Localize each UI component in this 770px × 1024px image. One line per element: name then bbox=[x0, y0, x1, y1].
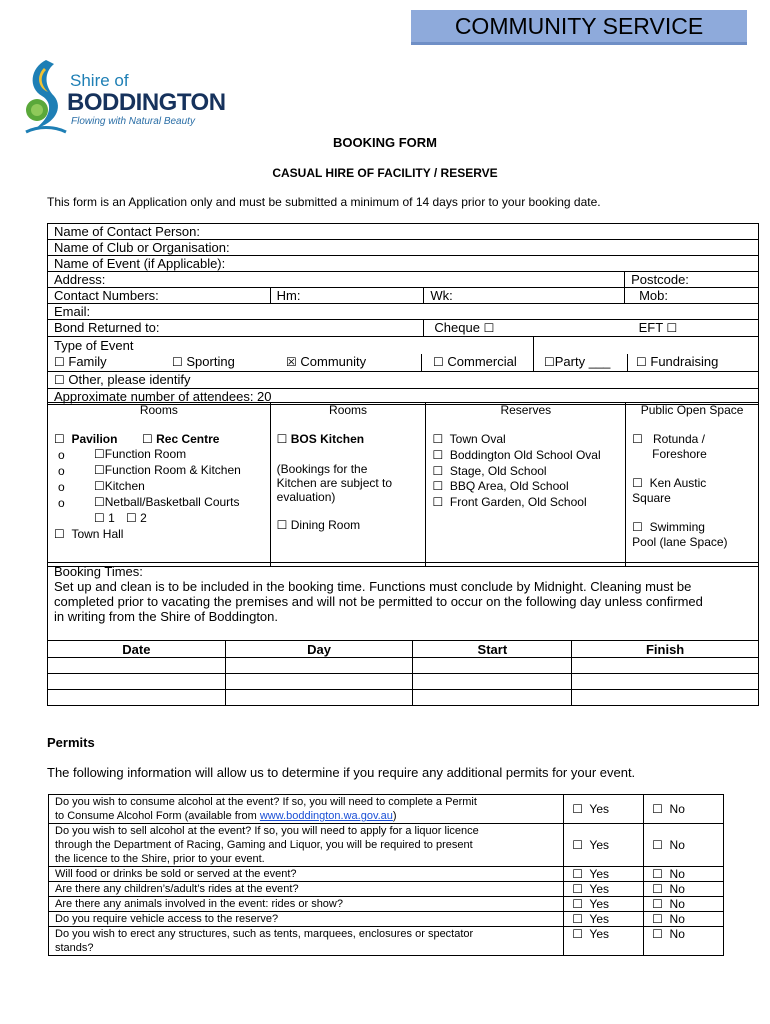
address-field[interactable]: Address: bbox=[48, 272, 625, 288]
yes-checkbox[interactable]: ☐ Yes bbox=[564, 795, 644, 824]
other-checkbox[interactable]: ☐ Other, please identify bbox=[48, 372, 759, 389]
no-checkbox[interactable]: ☐ No bbox=[644, 867, 724, 882]
department-banner: COMMUNITY SERVICE bbox=[411, 10, 747, 44]
reserve-town-oval[interactable]: ☐ Town Oval bbox=[432, 432, 506, 446]
yes-checkbox[interactable]: ☐ Yes bbox=[564, 912, 644, 927]
reserve-old-school-oval[interactable]: ☐ Boddington Old School Oval bbox=[432, 448, 601, 462]
eft-checkbox[interactable]: EFT ☐ bbox=[638, 320, 678, 335]
community-checkbox[interactable]: ☒ Community bbox=[286, 354, 367, 369]
table-row bbox=[48, 658, 759, 674]
no-checkbox[interactable]: ☐ No bbox=[644, 927, 724, 956]
times-header-day: Day bbox=[225, 641, 413, 658]
booking-times-table bbox=[47, 640, 759, 706]
reserve-stage[interactable]: ☐ Stage, Old School bbox=[432, 464, 547, 478]
times-header-date: Date bbox=[48, 641, 226, 658]
home-phone-field[interactable]: Hm: bbox=[270, 288, 424, 304]
pavilion-checkbox[interactable]: ☐ Pavilion bbox=[54, 432, 118, 446]
function-room-checkbox[interactable]: ☐Function Room bbox=[94, 447, 187, 461]
day-cell[interactable] bbox=[225, 658, 413, 674]
no-checkbox[interactable]: ☐ No bbox=[644, 882, 724, 897]
times-header-finish: Finish bbox=[572, 641, 759, 658]
finish-cell[interactable] bbox=[572, 690, 759, 706]
no-checkbox[interactable]: ☐ No bbox=[644, 912, 724, 927]
town-hall-checkbox[interactable]: ☐ Town Hall bbox=[54, 527, 124, 541]
booking-times-heading: Booking Times: bbox=[54, 564, 143, 579]
swimming-pool-checkbox[interactable]: ☐ Swimming bbox=[632, 520, 705, 534]
permits-table bbox=[48, 794, 724, 956]
yes-checkbox[interactable]: ☐ Yes bbox=[564, 824, 644, 867]
rooms-column-1: ☐ Pavilion ☐ Rec Centre o ☐Function Room o ☐Function Room & Kitchen o ☐Kitchen o ☐Netball/Basketball Courts ☐ 1 ☐ 2 ☐ Town Hall bbox=[48, 418, 271, 567]
netball-checkbox[interactable]: ☐Netball/Basketball Courts bbox=[94, 495, 240, 509]
permit-question: Do you wish to consume alcohol at the event? If so, you will need to complete a Permit to Consume Alcohol Form (available from www.boddington.wa.gov.au) bbox=[49, 795, 564, 824]
day-cell[interactable] bbox=[225, 674, 413, 690]
date-cell[interactable] bbox=[48, 674, 226, 690]
booking-times-text-2: completed prior to vacating the premises and will not be permitted to occur on the following day unless confirmed bbox=[54, 594, 703, 609]
no-checkbox[interactable]: ☐ No bbox=[644, 795, 724, 824]
rec-centre-checkbox[interactable]: ☐ Rec Centre bbox=[142, 432, 220, 446]
date-cell[interactable] bbox=[48, 690, 226, 706]
table-row bbox=[48, 690, 759, 706]
reserve-front-garden[interactable]: ☐ Front Garden, Old School bbox=[432, 495, 587, 509]
attendees-field[interactable]: Approximate number of attendees: 20 bbox=[48, 389, 759, 405]
function-kitchen-checkbox[interactable]: ☐Function Room & Kitchen bbox=[94, 463, 241, 477]
yes-checkbox[interactable]: ☐ Yes bbox=[564, 927, 644, 956]
bond-returned-label: Bond Returned to: bbox=[48, 320, 424, 337]
family-checkbox[interactable]: ☐ Family bbox=[54, 354, 107, 369]
booking-times-text-1: Set up and clean is to be included in the booking time. Functions must conclude by Midnight. Cleaning must be bbox=[54, 579, 692, 594]
court-2-checkbox[interactable]: ☐ 2 bbox=[126, 511, 147, 525]
permit-question: Do you wish to erect any structures, such as tents, marquees, enclosures or spectator stands? bbox=[49, 927, 564, 956]
club-field[interactable]: Name of Club or Organisation: bbox=[48, 240, 759, 256]
work-phone-field[interactable]: Wk: bbox=[424, 288, 625, 304]
rooms-column-2: ☐ BOS Kitchen (Bookings for the Kitchen are subject to evaluation) ☐ Dining Room bbox=[270, 418, 426, 567]
kitchen-checkbox[interactable]: ☐Kitchen bbox=[94, 479, 145, 493]
event-name-field[interactable]: Name of Event (if Applicable): bbox=[48, 256, 759, 272]
logo-emblem-icon bbox=[24, 58, 68, 136]
permits-heading: Permits bbox=[47, 735, 95, 750]
form-title: BOOKING FORM bbox=[333, 135, 437, 150]
form-subtitle: CASUAL HIRE OF FACILITY / RESERVE bbox=[272, 166, 498, 180]
postcode-field[interactable]: Postcode: bbox=[625, 272, 759, 288]
reserves-column bbox=[426, 418, 626, 567]
commercial-checkbox[interactable]: ☐ Commercial bbox=[433, 354, 517, 369]
table-row bbox=[48, 674, 759, 690]
rotunda-checkbox[interactable]: ☐ Rotunda / bbox=[632, 432, 705, 446]
date-cell[interactable] bbox=[48, 658, 226, 674]
event-type-label: Type of Event bbox=[54, 338, 134, 353]
no-checkbox[interactable]: ☐ No bbox=[644, 897, 724, 912]
open-space-column: ☐ Rotunda / Foreshore ☐ Ken Austic Square ☐ Swimming Pool (lane Space) bbox=[626, 418, 759, 567]
reserve-bbq-area[interactable]: ☐ BBQ Area, Old School bbox=[432, 479, 569, 493]
shire-logo bbox=[24, 58, 254, 138]
shire-website-link[interactable]: www.boddington.wa.gov.au bbox=[259, 810, 393, 822]
permit-question: Are there any children’s/adult’s rides at the event? bbox=[49, 882, 564, 897]
finish-cell[interactable] bbox=[572, 674, 759, 690]
ken-austic-checkbox[interactable]: ☐ Ken Austic bbox=[632, 476, 707, 490]
finish-cell[interactable] bbox=[572, 658, 759, 674]
venues-header-rooms1: Rooms bbox=[48, 403, 271, 419]
intro-text: This form is an Application only and must be submitted a minimum of 14 days prior to your booking date. bbox=[47, 195, 601, 209]
venues-table bbox=[47, 402, 759, 567]
cheque-checkbox[interactable]: Cheque ☐ bbox=[434, 320, 495, 335]
permit-question: Are there any animals involved in the event: rides or show? bbox=[49, 897, 564, 912]
permit-question: Do you require vehicle access to the reserve? bbox=[49, 912, 564, 927]
day-cell[interactable] bbox=[225, 690, 413, 706]
logo-line1: Shire of bbox=[70, 71, 129, 90]
venues-header-open-space: Public Open Space bbox=[626, 403, 759, 419]
no-checkbox[interactable]: ☐ No bbox=[644, 824, 724, 867]
yes-checkbox[interactable]: ☐ Yes bbox=[564, 897, 644, 912]
yes-checkbox[interactable]: ☐ Yes bbox=[564, 882, 644, 897]
bos-kitchen-checkbox[interactable]: ☐ BOS Kitchen bbox=[276, 432, 365, 446]
fundraising-checkbox[interactable]: ☐ Fundraising bbox=[636, 354, 719, 369]
email-field[interactable]: Email: bbox=[48, 304, 759, 320]
contact-person-field[interactable]: Name of Contact Person: bbox=[48, 224, 759, 240]
booking-times-box bbox=[47, 562, 759, 641]
permit-question: Do you wish to sell alcohol at the event? If so, you will need to apply for a liquor licence through the Department of Racing, Gaming and Liquor, you will be required to present the licence to the Shire, prior to your event. bbox=[49, 824, 564, 867]
venues-header-rooms2: Rooms bbox=[270, 403, 426, 419]
sporting-checkbox[interactable]: ☐ Sporting bbox=[172, 354, 235, 369]
court-1-checkbox[interactable]: ☐ 1 bbox=[94, 511, 115, 525]
booking-details-table bbox=[47, 223, 759, 405]
times-header-start: Start bbox=[413, 641, 572, 658]
yes-checkbox[interactable]: ☐ Yes bbox=[564, 867, 644, 882]
booking-times-text-3: in writing from the Shire of Boddington. bbox=[54, 609, 279, 624]
event-type-row bbox=[48, 337, 759, 372]
mobile-field[interactable]: Mob: bbox=[625, 288, 759, 304]
start-cell[interactable] bbox=[413, 658, 572, 674]
party-checkbox[interactable]: ☐Party ___ bbox=[544, 354, 611, 369]
dining-room-checkbox[interactable]: ☐ Dining Room bbox=[276, 518, 361, 532]
start-cell[interactable] bbox=[413, 674, 572, 690]
logo-tagline: Flowing with Natural Beauty bbox=[71, 116, 195, 127]
venues-header-reserves: Reserves bbox=[426, 403, 626, 419]
permits-intro: The following information will allow us to determine if you require any additional permits for your event. bbox=[47, 765, 636, 780]
start-cell[interactable] bbox=[413, 690, 572, 706]
logo-line2: BODDINGTON bbox=[67, 89, 226, 116]
permit-question: Will food or drinks be sold or served at the event? bbox=[49, 867, 564, 882]
contact-numbers-label: Contact Numbers: bbox=[48, 288, 271, 304]
